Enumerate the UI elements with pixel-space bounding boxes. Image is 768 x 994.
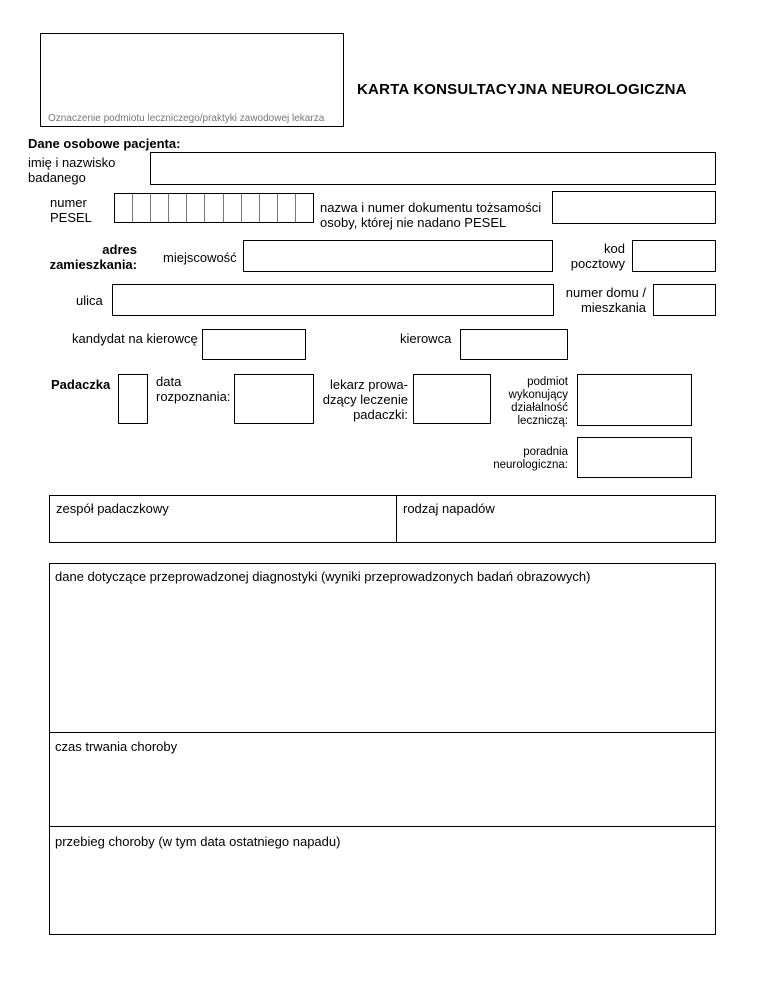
pesel-digit-cell[interactable] (260, 194, 278, 222)
neurology-clinic-field[interactable] (577, 437, 692, 478)
pesel-digit-cell[interactable] (115, 194, 133, 222)
pesel-label: numer PESEL (50, 195, 92, 225)
treating-doctor-label: lekarz prowa- dzący leczenie padaczki: (322, 377, 408, 422)
diagnostics-label: dane dotyczące przeprowadzonej diagnostyki (wyniki przeprowadzonych badań obrazowych) (55, 569, 591, 584)
id-document-field[interactable] (552, 191, 716, 224)
epilepsy-checkbox[interactable] (118, 374, 148, 424)
id-document-label: nazwa i numer dokumentu tożsamości osoby, której nie nadano PESEL (320, 200, 542, 230)
diagnostics-field[interactable] (50, 586, 715, 730)
driver-label: kierowca (400, 331, 452, 346)
disease-duration-label: czas trwania choroby (55, 739, 178, 754)
driver-candidate-field[interactable] (202, 329, 306, 360)
neurology-clinic-label: poradnia neurologiczna: (493, 446, 568, 471)
epilepsy-label: Padaczka (51, 377, 111, 392)
name-field[interactable] (150, 152, 716, 185)
city-field[interactable] (243, 240, 553, 272)
seizure-type-label: rodzaj napadów (403, 501, 495, 516)
name-label: imię i nazwisko badanego (28, 155, 116, 185)
details-divider-2 (49, 826, 716, 827)
street-field[interactable] (112, 284, 554, 316)
pesel-digit-cell[interactable] (151, 194, 169, 222)
driver-field[interactable] (460, 329, 568, 360)
diagnosis-date-label: data rozpoznania: (156, 374, 231, 404)
pesel-digit-cell[interactable] (133, 194, 151, 222)
disease-course-label: przebieg choroby (w tym data ostatniego napadu) (55, 834, 341, 849)
patient-section-title: Dane osobowe pacjenta: (28, 136, 181, 151)
healthcare-entity-label: podmiot wykonujący działalność leczniczą: (508, 376, 568, 427)
pesel-digit-cell[interactable] (205, 194, 223, 222)
details-divider-1 (49, 732, 716, 733)
pesel-field[interactable] (114, 193, 314, 223)
epilepsy-syndrome-label: zespół padaczkowy (56, 501, 169, 516)
facility-stamp-caption: Oznaczenie podmiotu leczniczego/praktyki zawodowej lekarza (48, 113, 325, 124)
pesel-digit-cell[interactable] (224, 194, 242, 222)
city-label: miejscowość (163, 250, 237, 265)
house-number-label: numer domu / mieszkania (565, 285, 646, 315)
postcode-field[interactable] (632, 240, 716, 272)
address-label: adres zamieszkania: (49, 242, 137, 272)
epilepsy-syndrome-field[interactable] (49, 495, 397, 543)
house-number-field[interactable] (653, 284, 716, 316)
pesel-digit-cell[interactable] (242, 194, 260, 222)
postcode-label: kod pocztowy (570, 241, 625, 271)
form-title: KARTA KONSULTACYJNA NEUROLOGICZNA (357, 81, 687, 98)
seizure-type-field[interactable] (396, 495, 716, 543)
pesel-digit-cell[interactable] (296, 194, 313, 222)
driver-candidate-label: kandydat na kierowcę (72, 331, 198, 346)
pesel-digit-cell[interactable] (278, 194, 296, 222)
disease-duration-field[interactable] (50, 756, 715, 824)
street-label: ulica (76, 293, 103, 308)
disease-course-field[interactable] (50, 851, 715, 933)
pesel-digit-cell[interactable] (187, 194, 205, 222)
healthcare-entity-field[interactable] (577, 374, 692, 426)
pesel-digit-cell[interactable] (169, 194, 187, 222)
